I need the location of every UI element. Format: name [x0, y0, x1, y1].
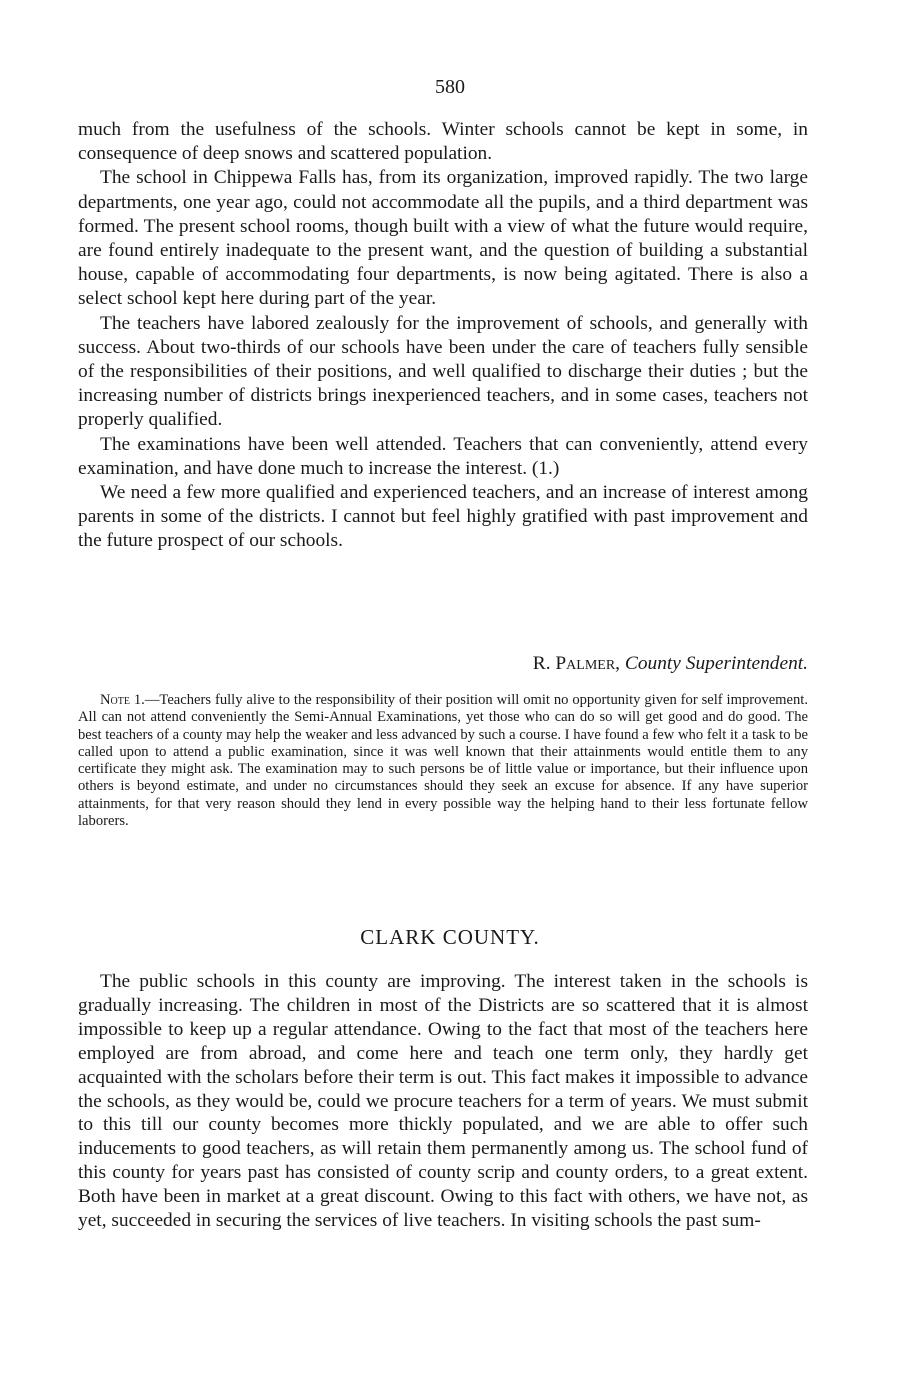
paragraph: We need a few more qualified and experienced teachers, and an increase of interest among parents in some of the districts. I cannot but feel highly gratified with past improvement and the future prospect of our schools. [78, 482, 808, 552]
clark-county-body [78, 970, 808, 1233]
page-number: 580 [435, 76, 465, 98]
paragraph: much from the usefulness of the schools. Winter schools cannot be kept in some, in consequence of deep snows and scattered population. [78, 119, 808, 165]
signature-name: R. Palmer, [532, 653, 621, 674]
footnote-label: Note 1. [100, 692, 145, 708]
paragraph: The examinations have been well attended. Teachers that can conveniently, attend every examination, and have done much to increase the interest. (1.) [78, 433, 808, 479]
footnote-text: —Teachers fully alive to the responsibility of their position will omit no opportunity given for self improvement. All can not attend conveniently the Semi-Annual Examinations, yet those who can do so will get good and do good. The best teachers of a county may help the weaker and less advanced by such a course. I have found a few who felt it a task to be called upon to attend a public examination, since it was well known that their attainments would entitle them to any certificate they might ask. The examination may to such persons be of little value or importance, but their influence upon others is beyond estimate, and under no circumstances should they seek an excuse for absence. If any have superior attainments, for that very reason should they lend in every possible way the helping hand to their less fortunate fellow laborers. [78, 692, 808, 830]
paragraph: The school in Chippewa Falls has, from its organization, improved rapidly. The two large departments, one year ago, could not accommodate all the pupils, and a third department was formed. The present school rooms, though built with a view of what the future would require, are found entirely inadequate to the present want, and the question of building a substantial house, capable of accommodating four departments, is now being agitated. There is also a select school kept here during part of the year. [78, 167, 808, 310]
paragraph: The public schools in this county are improving. The interest taken in the schools is gradually increasing. The children in most of the Districts are so scattered that it is almost impossible to keep up a regular attendance. Owing to the fact that most of the teachers here employed are from abroad, and come here and teach one term only, they hardly get acquainted with the scholars before their term is out. This fact makes it impossible to advance the schools, as they would be, could we procure teachers for a term of years. We must submit to this till our county becomes more thickly populated, and we are able to offer such inducements to good teachers, as will retain them permanently among us. The school fund of this county for years past has consisted of county scrip and county orders, to a great extent. Both have been in market at a great discount. Owing to this fact with others, we have not, as yet, succeeded in securing the services of live teachers. In visiting schools the past sum- [78, 971, 808, 1232]
section-heading: CLARK COUNTY. [360, 925, 540, 949]
footnote [78, 692, 808, 830]
paragraph: The teachers have labored zealously for the improvement of schools, and generally with success. About two-thirds of our schools have been under the care of teachers fully sensible of the responsibilities of their positions, and well qualified to discharge their duties ; but the increasing number of districts brings inexperienced teachers, and in some cases, teachers not properly qualified. [78, 312, 808, 431]
signature-title: County Superintendent. [624, 653, 808, 674]
report-body [78, 118, 808, 554]
signature [78, 652, 808, 676]
